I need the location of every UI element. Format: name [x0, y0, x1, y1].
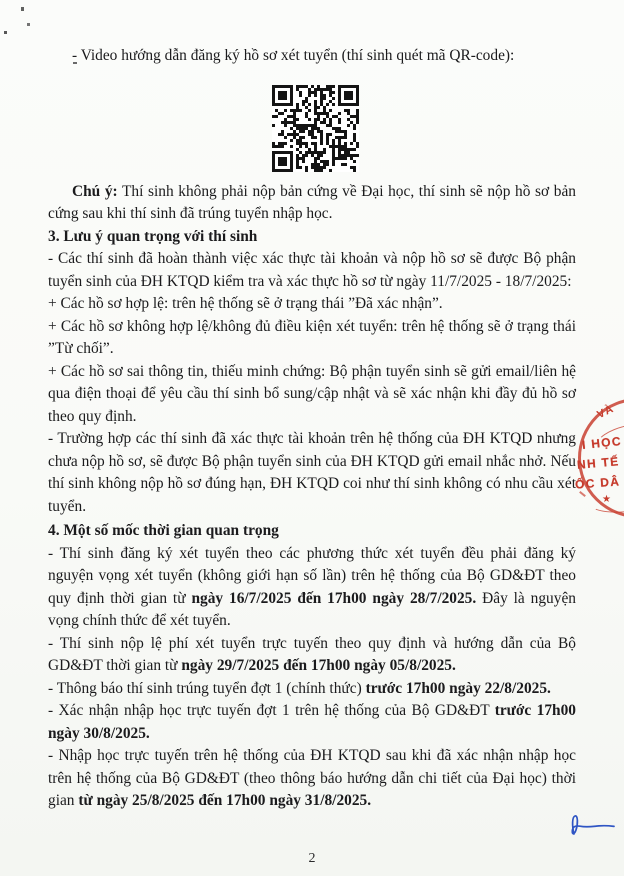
qr-code-image [272, 85, 359, 172]
section-3-paragraph-4: + Các hồ sơ sai thông tin, thiếu minh chứng: Bộ phận tuyển sinh sẽ gửi email/liên hệ qua điện thoại để yêu cầu thí sinh bổ sung/cập nhật và sẽ xác nhận khi đầy đủ hồ sơ theo quy định. [48, 362, 576, 425]
qr-code [54, 85, 576, 172]
scan-speck [27, 23, 30, 26]
section-3-heading: 3. Lưu ý quan trọng với thí sinh [48, 227, 258, 245]
page-number: 2 [308, 851, 316, 866]
document-body [48, 45, 576, 813]
stamp-text-line: ỐC DÂ [574, 474, 621, 492]
section-4-paragraph-5: - Nhập học trực tuyến trên hệ thống của ĐH KTQD sau khi đã xác nhận nhập học trên hệ thống của Bộ GD&ĐT (theo thông báo hướng dẫn chi tiết của Đại học) thời gian từ ngày 25/8/2025 đến 17h00 ngày 31/8/2025. [48, 747, 576, 809]
note-paragraph: Chú ý: Thí sinh không phải nộp bản cứng về Đại học, thí sinh sẽ nộp hồ sơ bản cứng sau khi thí sinh đã trúng tuyển nhập học. [48, 182, 577, 222]
pen-signature [563, 811, 617, 841]
scan-speck [4, 31, 7, 34]
section-3-paragraph-3: + Các hồ sơ không hợp lệ/không đủ điều kiện xét tuyển: trên hệ thống sẽ ở trạng thái ”Từ chối”. [48, 317, 576, 357]
section-3-paragraph-1: - Các thí sinh đã hoàn thành việc xác thực tài khoản và nộp hồ sơ sẽ được Bộ phận tuyển sinh của ĐH KTQD kiểm tra và xác thực hồ sơ từ ngày 11/7/2025 - 18/7/2025: [48, 250, 576, 290]
section-4-heading: 4. Một số mốc thời gian quan trọng [48, 522, 279, 539]
university-stamp [576, 394, 624, 530]
section-4-paragraph-3: - Thông báo thí sinh trúng tuyển đợt 1 (chính thức) trước 17h00 ngày 22/8/2025. [48, 679, 551, 697]
section-4-paragraph-2: - Thí sinh nộp lệ phí xét tuyển trực tuyến theo quy định và hướng dẫn của Bộ GD&ĐT thời gian từ ngày 29/7/2025 đến 17h00 ngày 05/8/2025. [48, 634, 576, 674]
section-4-paragraph-4: - Xác nhận nhập học trực tuyến đợt 1 trên hệ thống của Bộ GD&ĐT trước 17h00 ngày 30/8/2025. [48, 702, 576, 742]
video-guide-line: - Video hướng dẫn đăng ký hồ sơ xét tuyển (thí sinh quét mã QR-code): [72, 47, 515, 64]
section-3-paragraph-2: + Các hồ sơ hợp lệ: trên hệ thống sẽ ở trạng thái ”Đã xác nhận”. [48, 295, 443, 312]
section-3-paragraph-5: - Trường hợp các thí sinh đã xác thực tài khoản trên hệ thống của ĐH KTQD nhưng chưa nộp hồ sơ, sẽ được Bộ phận tuyển sinh của ĐH KTQD gửi email nhắc nhở. Nếu thí sinh không nộp hồ sơ đúng hạn, ĐH KTQD coi như thí sinh không có nhu cầu xét tuyển. [48, 430, 576, 515]
stamp-arc-text: VÀ [595, 402, 617, 422]
scan-speck [21, 7, 24, 11]
stamp-star-icon: ★ [602, 494, 611, 505]
stamp-text-line: I HỌC [581, 433, 623, 453]
stamp-text-line: NH TẾ [576, 454, 621, 472]
stamp-tick-mark [579, 491, 586, 497]
section-4-paragraph-1: - Thí sinh đăng ký xét tuyển theo các phương thức xét tuyển đều phải đăng ký nguyện vọng xét tuyển (không giới hạn số lần) trên hệ thống của Bộ GD&ĐT theo quy định thời gian từ ngày 16/7/2025 đến 17h00 ngày 28/7/2025. Đây là nguyện vọng chính thức để xét tuyển. [48, 544, 576, 629]
